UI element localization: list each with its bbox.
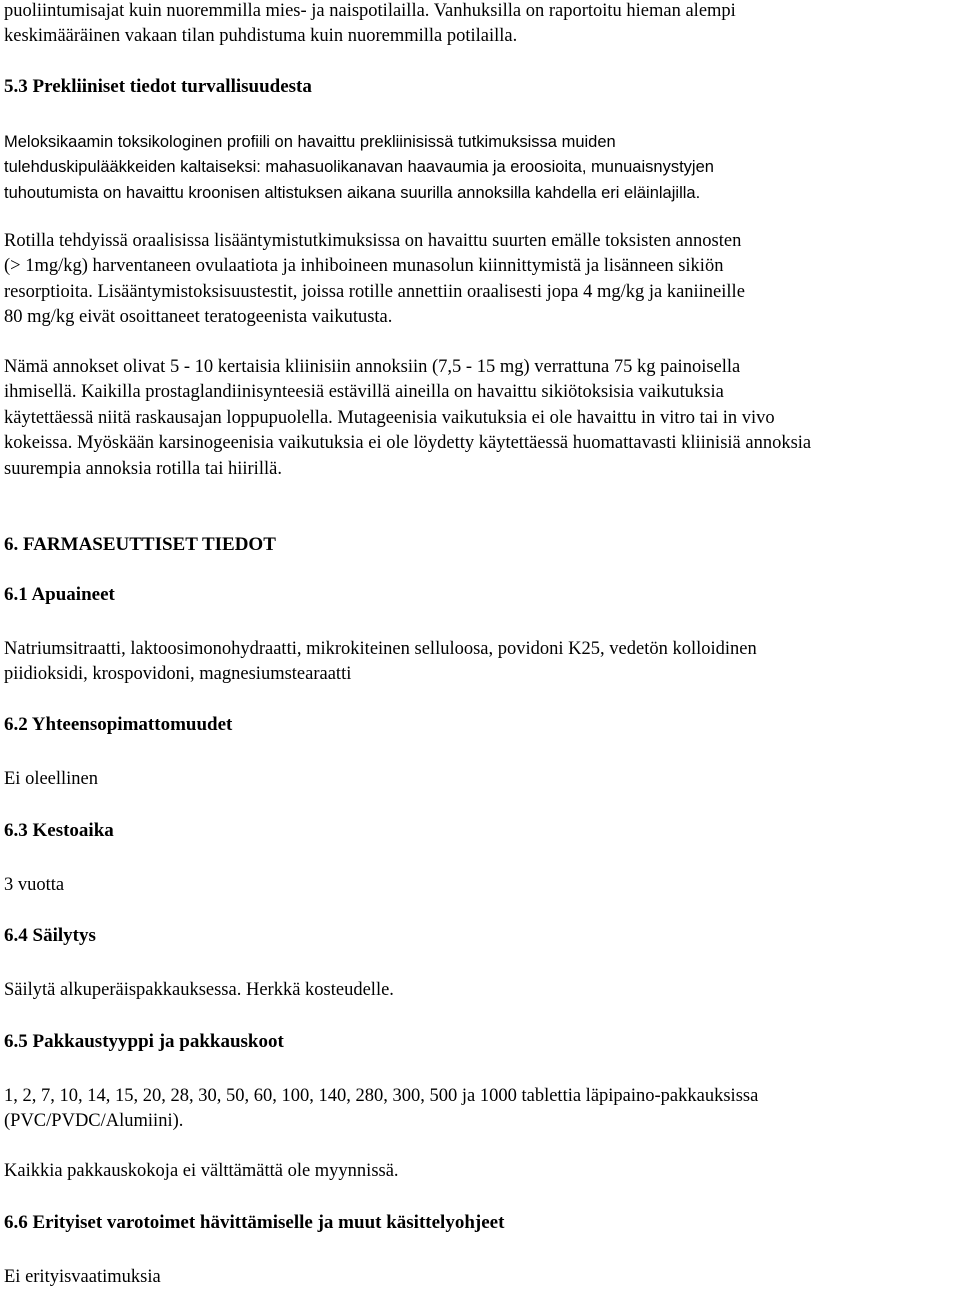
intro-paragraph <box>4 0 736 50</box>
s53-p3-line-5: suurempia annoksia rotilla tai hiirillä. <box>4 458 282 479</box>
s53-p2-line-3: resorptioita. Lisääntymistoksisuustestit, joissa rotille annettiin oraalisesti jopa 4 mg/kg ja kaniineille <box>4 281 745 302</box>
s53-p1-line-3: tuhoutumista on havaittu kroonisen altistuksen aikana suurilla annoksilla kahdella eri eläinlajilla. <box>4 183 701 202</box>
section-6-5-note: Kaikkia pakkauskokoja ei välttämättä ole myynnissä. <box>4 1161 399 1181</box>
intro-line-1: puoliintumisajat kuin nuoremmilla mies- ja naispotilailla. Vanhuksilla on raportoitu hieman alempi <box>4 1 736 21</box>
section-6-3-text: 3 vuotta <box>4 875 65 895</box>
section-6-3-heading: 6.3 Kestoaika <box>4 820 114 841</box>
section-6-5-text <box>4 1084 758 1135</box>
section-6-heading: 6. FARMASEUTTISET TIEDOT <box>4 534 276 555</box>
s53-p3-line-3: käytettäessä niitä raskausajan loppupuolella. Mutageenisia vaikutuksia ei ole havaittu in vitro tai in vivo <box>4 407 775 428</box>
section-5-3-paragraph-1 <box>4 130 714 206</box>
section-6-6-heading: 6.6 Erityiset varotoimet hävittämiselle ja muut käsittelyohjeet <box>4 1212 505 1233</box>
section-6-2-heading: 6.2 Yhteensopimattomuudet <box>4 714 233 735</box>
s53-p3-line-1: Nämä annokset olivat 5 - 10 kertaisia kliinisiin annoksiin (7,5 - 15 mg) verrattuna 75 kg painoisella <box>4 357 741 377</box>
section-6-4-text: Säilytä alkuperäispakkauksessa. Herkkä kosteudelle. <box>4 980 394 1000</box>
section-6-2-text: Ei oleellinen <box>4 769 99 789</box>
s53-p2-line-2: (> 1mg/kg) harventaneen ovulaatiota ja inhiboineen munasolun kiinnittymistä ja lisänneen sikiön <box>4 256 724 277</box>
section-6-6-text: Ei erityisvaatimuksia <box>4 1267 161 1287</box>
s53-p1-line-1: Meloksikaamin toksikologinen profiili on havaittu prekliinisissä tutkimuksissa muiden <box>4 133 616 151</box>
s53-p3-line-4: kokeissa. Myöskään karsinogeenisia vaikutuksia ei ole löydetty käytettäessä huomattavasti kliinisiä annoksia <box>4 433 812 454</box>
section-5-3-paragraph-3 <box>4 355 811 482</box>
section-6-4-heading: 6.4 Säilytys <box>4 925 96 946</box>
section-5-3-heading: 5.3 Prekliiniset tiedot turvallisuudesta <box>4 76 312 97</box>
s61-line-2: piidioksidi, krospovidoni, magnesiumstearaatti <box>4 664 352 685</box>
s53-p3-line-2: ihmisellä. Kaikilla prostaglandiinisynteesiä estävillä aineilla on havaittu sikiötoksisia vaikutuksia <box>4 382 724 403</box>
s53-p2-line-1: Rotilla tehdyissä oraalisissa lisääntymistutkimuksissa on havaittu suurten emälle toksisten annosten <box>4 231 742 251</box>
section-6-5-heading: 6.5 Pakkaustyyppi ja pakkauskoot <box>4 1031 284 1052</box>
intro-line-2: keskimääräinen vakaan tilan puhdistuma kuin nuoremmilla potilailla. <box>4 26 518 47</box>
s65-line-1: 1, 2, 7, 10, 14, 15, 20, 28, 30, 50, 60, 100, 140, 280, 300, 500 ja 1000 tablettia läpipaino-pakkauksissa <box>4 1086 759 1106</box>
section-6-1-text <box>4 637 757 688</box>
section-6-1-heading: 6.1 Apuaineet <box>4 584 115 605</box>
s53-p2-line-4: 80 mg/kg eivät osoittaneet teratogeenista vaikutusta. <box>4 307 393 328</box>
s53-p1-line-2: tulehduskipulääkkeiden kaltaiseksi: mahasuolikanavan haavaumia ja eroosioita, munuaisnystyjen <box>4 158 714 177</box>
section-5-3-paragraph-2 <box>4 229 745 331</box>
s61-line-1: Natriumsitraatti, laktoosimonohydraatti, mikrokiteinen selluloosa, povidoni K25, vedetön kolloidinen <box>4 639 757 659</box>
s65-line-2: (PVC/PVDC/Alumiini). <box>4 1111 184 1132</box>
